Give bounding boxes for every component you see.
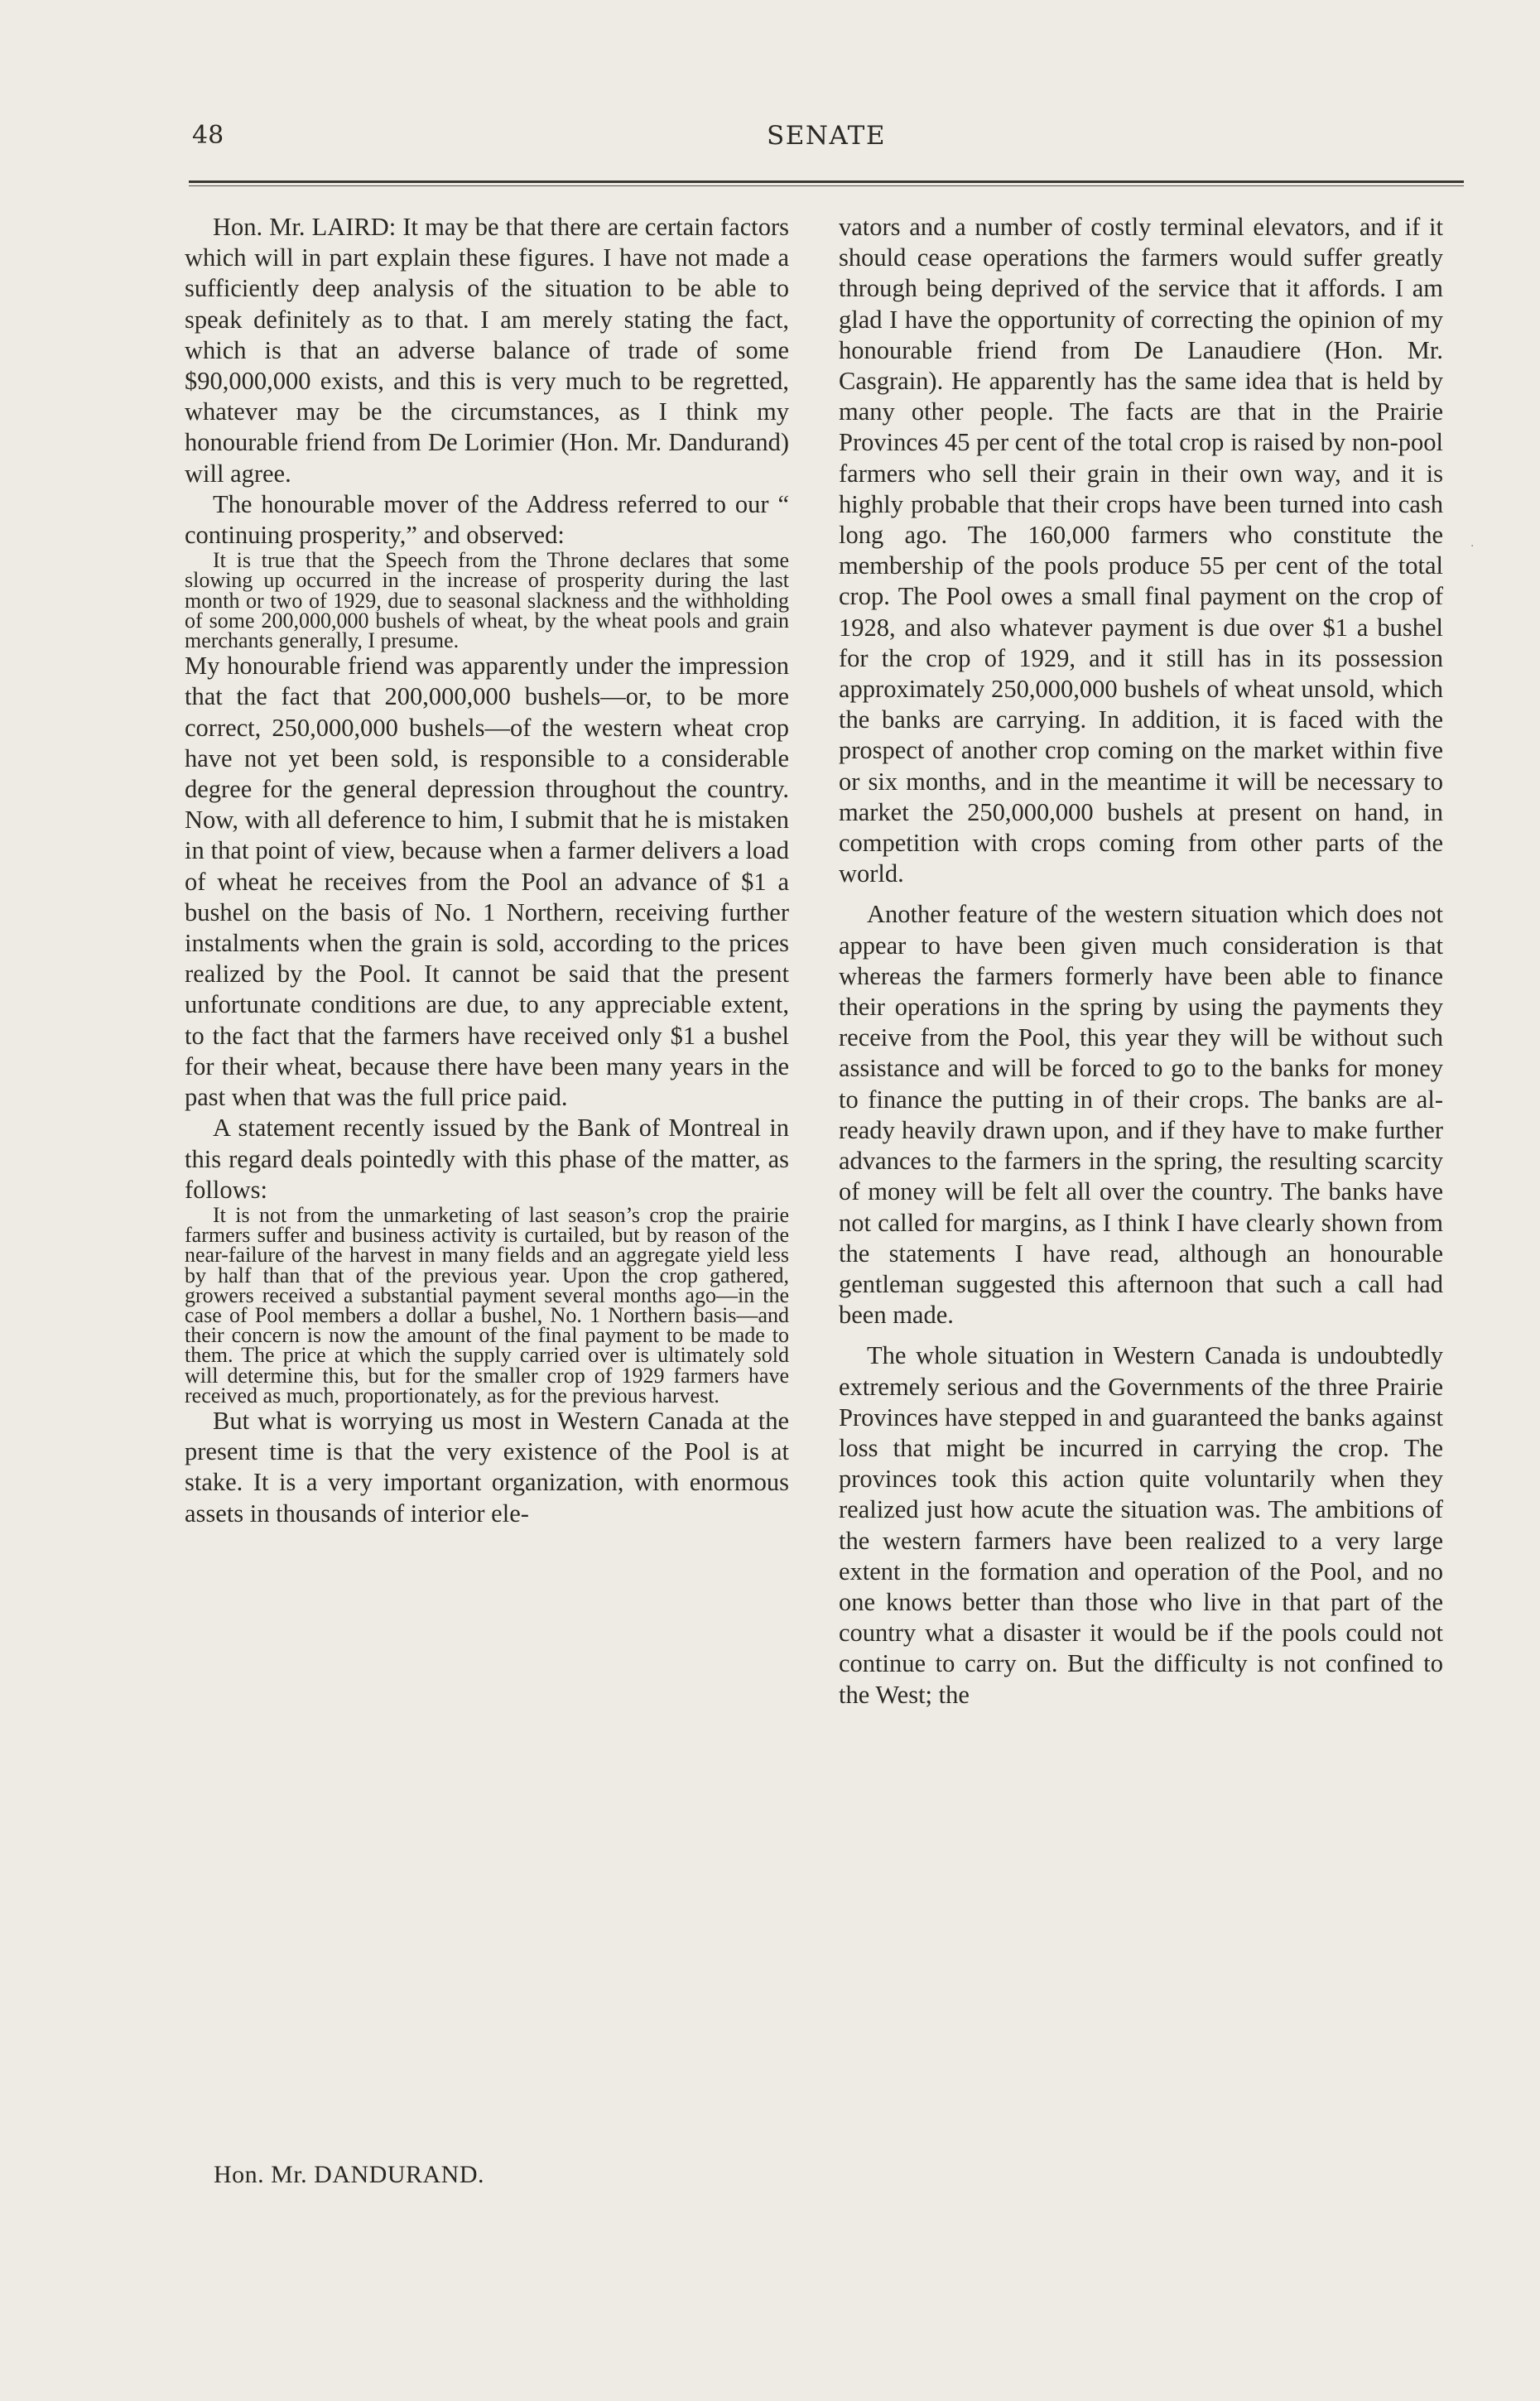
header-rule-thin xyxy=(189,185,1464,186)
page-number: 48 xyxy=(192,121,224,150)
paragraph: The honourable mover of the Address referred to our “ continuing prosperity,” and observed: xyxy=(185,489,789,550)
page-header xyxy=(189,116,1464,157)
paragraph: Another feature of the western situation which does not appear to have been given much consideration is that whereas the farmers formerly have been able to finance their operations in the spring by using the payments they receive from the Pool, this year they will be without such assistance and will be forced to go to the banks for money to finance the putting in of their crops. The banks are already heavily drawn upon, and if they have to make further advances to the farmers in the spring, the resulting scarcity of money will be felt all over the country. The banks have not called for margins, as I think I have clearly shown from the statements I have read, although an honourable gentleman suggested this afternoon that such a call had been made. xyxy=(839,900,1443,1330)
block-quote: It is not from the unmarketing of last season’s crop the prairie farmers suffer and business activity is curtailed, but by reason of the near-failure of the harvest in many fields and an aggregate yield less by half than that of the previous year. Upon the crop gathered, growers received a substantial payment several months ago—in the case of Pool members a dollar a bushel, No. 1 Northern basis—and their concern is now the amount of the final payment to be made to them. The price at which the supply carried over is ultimately sold will determine this, but for the smaller crop of 1929 farmers have received as much, proportionately, as for the previous harvest. xyxy=(185,1202,789,1407)
running-head: SENATE xyxy=(767,121,886,151)
paragraph: A statement recently issued by the Bank of Montreal in this regard deals pointedly with this phase of the matter, as follows: xyxy=(185,1114,789,1204)
paragraph: The whole situation in Western Canada is undoubtedly extremely serious and the Governments of the three Prairie Provinces have stepped in and guaranteed the banks against loss that might be incurred in carrying the crop. The provinces took this action quite voluntarily when they realized just how acute the situation was. The ambitions of the western farmers have been realized to a very large extent in the formation and operation of the Pool, and no one knows better than those who live in that part of the country what a disaster it would be if the pools could not continue to carry on. But the difficulty is not confined to the West; the xyxy=(839,1341,1443,1709)
margin-mark: · xyxy=(1470,540,1475,553)
right-column xyxy=(839,212,1443,1711)
paragraph: My honourable friend was apparently under the impression that the fact that 200,000,000 bushels—or, to be more correct, 250,000,000 bushels—of the western wheat crop have not yet been sold, is responsible to a considerable degree for the general depression throughout the country. Now, with all deference to him, I submit that he is mistaken in that point of view, because when a farmer delivers a load of wheat he receives from the Pool an advance of $1 a bushel on the basis of No. 1 Northern, receiving further instalments when the grain is sold, according to the prices realized by the Pool. It cannot be said that the present unfortunate conditions are due, to any appreciable extent, to the fact that the farmers have received only $1 a bushel for their wheat, because there have been many years in the past when that was the full price paid. xyxy=(185,652,789,1112)
paragraph: Hon. Mr. LAIRD: It may be that there are certain factors which will in part explain these figures. I have not made a sufficiently deep analysis of the situation to be able to speak definitely as to that. I am merely stating the fact, which is that an adverse balance of trade of some $90,000,000 exists, and this is very much to be regretted, whatever may be the circumstances, as I think my honourable friend from De Lorimier (Hon. Mr. Dandurand) will agree. xyxy=(185,213,789,488)
footer-speaker-name: Hon. Mr. DANDURAND. xyxy=(214,2161,485,2188)
paragraph: vators and a number of costly terminal elevators, and if it should cease operations the farmers would suffer greatly through being deprived of the service that it affords. I am glad I have the opportunity of correcting the opinion of my honourable friend from De Lanaudiere (Hon. Mr. Casgrain). He apparently has the same idea that is held by many other people. The facts are that in the Prairie Provinces 45 per cent of the total crop is raised by non-pool farmers who sell their grain in their own way, and it is highly probable that their crops have been turned into cash long ago. The 160,000 farmers who constitute the membership of the pools produce 55 per cent of the total crop. The Pool owes a small final payment on the crop of 1928, and also whatever payment is due over $1 a bushel for the crop of 1929, and it still has in its possession approximately 250,000,000 bushels of wheat unsold, which the banks are carrying. In addition, it is faced with the prospect of another crop coming on the market within five or six months, and in the meantime it will be necessary to market the 250,000,000 bushels at present on hand, in competition with crops coming from other parts of the world. xyxy=(839,213,1443,888)
paragraph: But what is worrying us most in Western Canada at the present time is that the very existence of the Pool is at stake. It is a very important organization, with enormous assets in thousands of interior ele- xyxy=(185,1406,789,1528)
block-quote: It is true that the Speech from the Throne declares that some slowing up occurred in the increase of prosperity during the last month or two of 1929, due to seasonal slackness and the withholding of some 200,000,000 bushels of wheat, by the wheat pools and grain merchants generally, I presume. xyxy=(185,548,789,653)
header-rule xyxy=(189,180,1464,183)
left-column xyxy=(185,212,789,1529)
